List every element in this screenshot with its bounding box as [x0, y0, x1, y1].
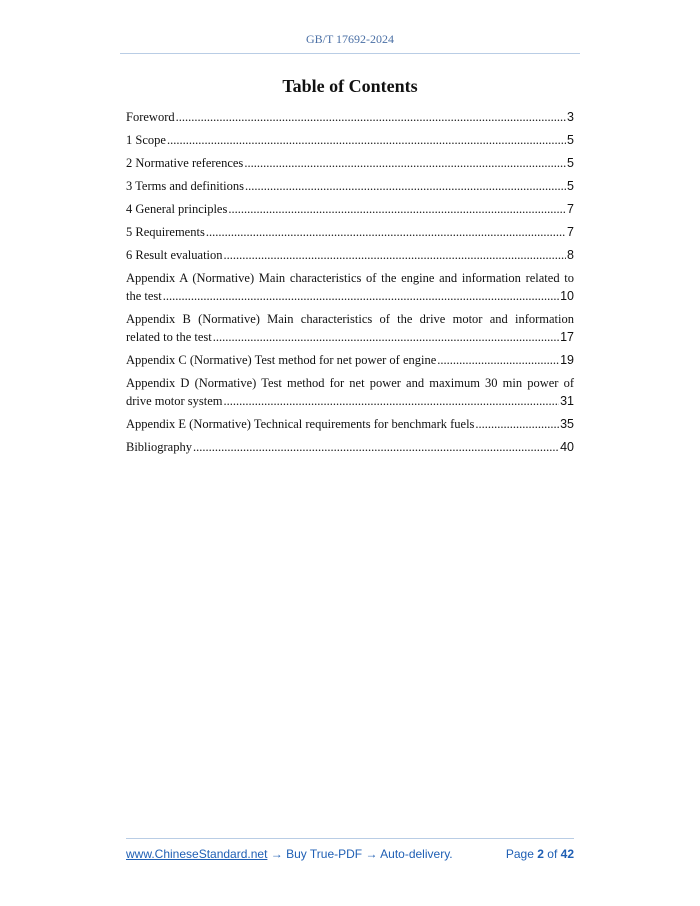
toc-entry-page: 19 — [560, 353, 574, 367]
toc-entry-appendix-d[interactable] — [126, 374, 574, 410]
running-header: GB/T 17692-2024 — [305, 32, 395, 46]
toc-entry-result-evaluation[interactable] — [126, 246, 574, 264]
dot-leader — [224, 246, 567, 264]
toc-entry-page: 7 — [567, 202, 574, 216]
toc-entry-page: 8 — [567, 248, 574, 262]
toc-entry-page: 5 — [567, 156, 574, 170]
dot-leader — [245, 177, 566, 195]
toc-entry-page: 3 — [567, 110, 574, 124]
buy-pdf-text: Buy True-PDF — [286, 847, 363, 861]
dot-leader — [163, 287, 559, 305]
current-page-number: 2 — [537, 847, 544, 861]
toc-entry-page: 40 — [560, 440, 574, 454]
toc-entry-appendix-a[interactable] — [126, 269, 574, 305]
toc-entry-normative-references[interactable] — [126, 154, 574, 172]
toc-entry-scope[interactable] — [126, 131, 574, 149]
toc-entry-title-line2: related to the test — [126, 330, 212, 344]
dot-leader — [244, 154, 566, 172]
toc-entry-page: 17 — [560, 330, 574, 344]
toc-entry-title: 1 Scope — [126, 133, 166, 147]
toc-entry-title-line1: Appendix D (Normative) Test method for net power and maximum 30 min power of — [126, 376, 574, 390]
arrow-icon: → — [365, 847, 378, 861]
page-title: Table of Contents — [282, 76, 418, 96]
toc-entry-general-principles[interactable] — [126, 200, 574, 218]
toc-entry-title: Bibliography — [126, 440, 192, 454]
arrow-icon: → — [270, 847, 283, 861]
table-of-contents — [126, 108, 574, 461]
toc-entry-appendix-c[interactable] — [126, 351, 574, 369]
page-indicator — [506, 847, 574, 861]
toc-entry-bibliography[interactable] — [126, 438, 574, 456]
dot-leader — [167, 131, 566, 149]
dot-leader — [475, 415, 559, 433]
dot-leader — [437, 351, 559, 369]
dot-leader — [193, 438, 559, 456]
dot-leader — [176, 108, 566, 126]
toc-entry-title: 3 Terms and definitions — [126, 179, 244, 193]
toc-entry-page: 10 — [560, 289, 574, 303]
toc-entry-title: 2 Normative references — [126, 156, 244, 170]
toc-entry-title-line2: drive motor system — [126, 394, 223, 408]
toc-entry-page: 5 — [567, 179, 574, 193]
toc-entry-requirements[interactable] — [126, 223, 574, 241]
dot-leader — [228, 200, 566, 218]
toc-entry-page: 31 — [560, 394, 574, 408]
footer-divider — [126, 838, 574, 839]
toc-entry-page: 7 — [567, 225, 574, 239]
toc-entry-title: Appendix E (Normative) Technical requirements for benchmark fuels — [126, 417, 475, 431]
toc-entry-title-line1: Appendix B (Normative) Main characteristics of the drive motor and information — [126, 312, 574, 326]
toc-entry-appendix-e[interactable] — [126, 415, 574, 433]
auto-delivery-text: Auto-delivery. — [380, 847, 453, 861]
toc-entry-page: 35 — [560, 417, 574, 431]
toc-entry-appendix-b[interactable] — [126, 310, 574, 346]
total-pages-number: 42 — [560, 847, 574, 861]
dot-leader — [206, 223, 566, 241]
dot-leader — [213, 328, 559, 346]
page-label: Page — [505, 847, 534, 861]
toc-entry-title: 6 Result evaluation — [126, 248, 223, 262]
toc-entry-title: Appendix C (Normative) Test method for net power of engine — [126, 353, 437, 367]
of-label: of — [547, 847, 558, 861]
toc-entry-page: 5 — [567, 133, 574, 147]
toc-entry-foreword[interactable] — [126, 108, 574, 126]
toc-entry-title-line1: Appendix A (Normative) Main characteristics of the engine and information related to — [126, 271, 574, 285]
toc-entry-title: 5 Requirements — [126, 225, 205, 239]
toc-entry-title: 4 General principles — [126, 202, 228, 216]
toc-entry-title-line2: the test — [126, 289, 162, 303]
toc-entry-title: Foreword — [126, 110, 175, 124]
site-link[interactable]: www.ChineseStandard.net — [126, 847, 268, 861]
toc-entry-terms-definitions[interactable] — [126, 177, 574, 195]
dot-leader — [224, 392, 560, 410]
page-footer — [126, 847, 574, 861]
header-divider — [120, 53, 580, 54]
